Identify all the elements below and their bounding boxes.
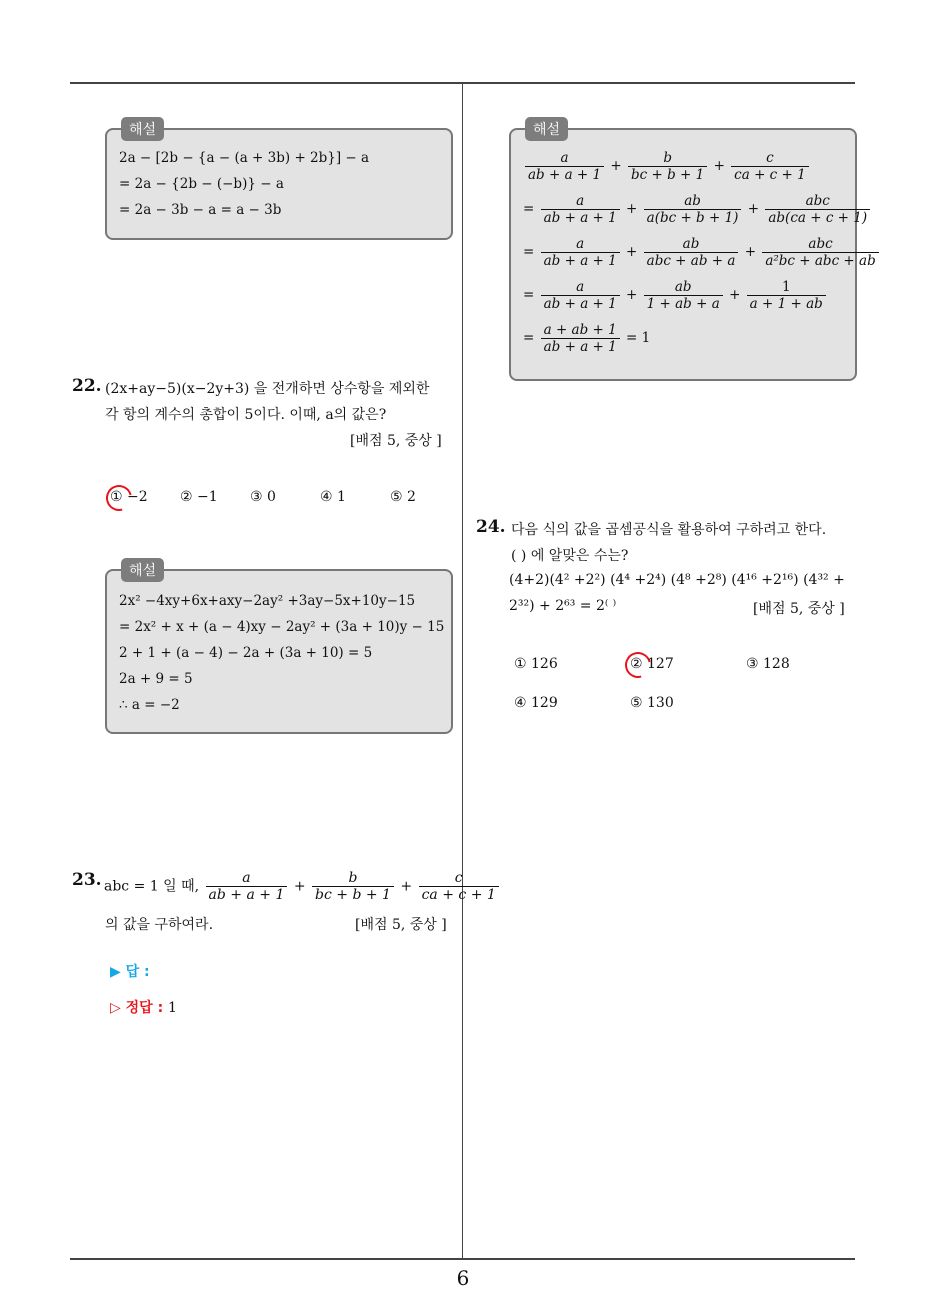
solution-tag: 해설 (525, 117, 568, 141)
choice-1[interactable]: ① −2 (110, 489, 148, 505)
solution-line: = 2a − 3b − a = a − 3b (119, 202, 282, 218)
solution-line: = $\frac{a}{ab + a + 1}$ + $\frac{ab}{1 + ab + a}$ + $\frac{1}{a + 1 + ab}$ (523, 279, 828, 312)
choice-2[interactable]: ② 127 (630, 656, 674, 672)
question-text: 의 값을 구하여라. (105, 917, 214, 933)
question-text: ( ) 에 알맞은 수는? (511, 548, 629, 564)
question-text: (4+2)(4² +2²) (4⁴ +2⁴) (4⁸ +2⁸) (4¹⁶ +2¹⁶) (4³² + (509, 572, 845, 588)
choice-5[interactable]: ⑤ 130 (630, 695, 674, 711)
solution-line: = $\frac{a}{ab + a + 1}$ + $\frac{ab}{a(bc + b + 1)}$ + $\frac{\text{abc}}{ab(ca + c + 1)}$ (523, 193, 872, 226)
choice-1[interactable]: ① 126 (514, 656, 558, 672)
solution-line: = 2x² + x + (a − 4)xy − 2ay² + (3a + 10)y − 15 (119, 619, 445, 635)
solution-tag: 해설 (121, 117, 164, 141)
solution-line: 2a + 9 = 5 (119, 671, 193, 687)
column-divider (462, 84, 463, 1259)
question-text: 다음 식의 값을 곱셈공식을 활용하여 구하려고 한다. (511, 522, 827, 538)
score-label: [배점 5, 중상 ] (355, 917, 447, 933)
q21-solution-box (105, 122, 453, 240)
solution-line: ∴ a = −2 (119, 697, 180, 713)
fraction: $\frac{a}{ab + a + 1}$ (206, 870, 288, 903)
choice-4[interactable]: ④ 129 (514, 695, 558, 711)
correct-answer-value: 1 (168, 1000, 177, 1016)
fraction: $\frac{c}{ca + c + 1}$ (419, 870, 499, 903)
q23-solution-box (509, 122, 876, 381)
choice-5[interactable]: ⑤ 2 (390, 489, 416, 505)
question-text: (2x+ay−5)(x−2y+3) 을 전개하면 상수항을 제외한 (105, 381, 430, 397)
correct-answer-label: ▷ 정답 : 1 (110, 1000, 177, 1016)
solution-tag: 해설 (121, 558, 164, 582)
question-text: abc = 1 일 때, $\frac{a}{ab + a + 1}$ + $\frac{b}{bc + b + 1}$ + $\frac{c}{ca + c + 1}$ (104, 870, 501, 903)
solution-line: 2a − [2b − {a − (a + 3b) + 2b}] − a (119, 150, 370, 166)
choice-3[interactable]: ③ 0 (250, 489, 276, 505)
question-number: 22. (72, 376, 102, 396)
choice-2[interactable]: ② −1 (180, 489, 218, 505)
score-label: [배점 5, 중상 ] (753, 601, 845, 617)
solution-line: = $\frac{a + ab + 1}{ab + a + 1}$ = 1 (523, 322, 651, 355)
question-number: 24. (476, 517, 506, 537)
choice-4[interactable]: ④ 1 (320, 489, 346, 505)
score-label: [배점 5, 중상 ] (350, 433, 442, 449)
solution-line: = $\frac{a}{ab + a + 1}$ + $\frac{ab}{\text{abc + ab + a}}$ + $\frac{\text{abc}}{\text{a²bc + abc + ab}}$ (523, 236, 881, 269)
solution-line: 2x² −4xy+6x+axy−2ay² +3ay−5x+10y−15 (119, 593, 416, 609)
bottom-rule (70, 1258, 855, 1260)
q22-solution-box (105, 563, 453, 734)
question-text: 각 항의 계수의 총합이 5이다. 이때, a의 값은? (105, 407, 387, 423)
fraction: $\frac{b}{bc + b + 1}$ (312, 870, 394, 903)
solution-line: 2 + 1 + (a − 4) − 2a + (3a + 10) = 5 (119, 645, 373, 661)
question-number: 23. (72, 870, 102, 890)
choice-3[interactable]: ③ 128 (746, 656, 790, 672)
solution-line: = 2a − {2b − (−b)} − a (119, 176, 284, 192)
page-number: 6 (456, 1266, 470, 1290)
question-text: 2³²) + 2⁶³ = 2⁽ ⁾ (509, 598, 617, 614)
answer-label: ▶ 답 : (110, 964, 150, 980)
q23-prefix: abc = 1 일 때, (104, 878, 200, 895)
solution-line: $\frac{a}{ab + a + 1}$ + $\frac{b}{bc + b + 1}$ + $\frac{c}{ca + c + 1}$ (523, 150, 811, 183)
